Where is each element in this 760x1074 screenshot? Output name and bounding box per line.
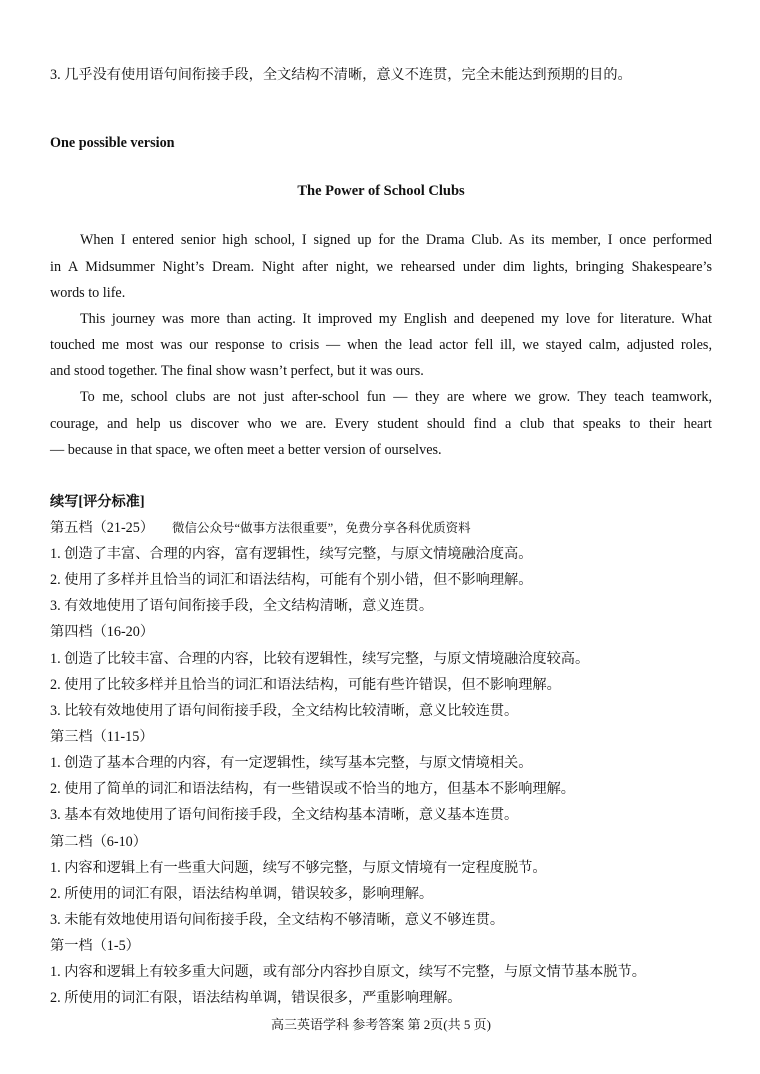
criterion-item: 1. 创造了丰富、合理的内容，富有逻辑性，续写完整，与原文情境融洽度高。 bbox=[50, 546, 533, 562]
criterion-item: 2. 所使用的词汇有限，语法结构单调，错误很多，严重影响理解。 bbox=[50, 990, 462, 1006]
criterion-item: 2. 使用了比较多样并且恰当的词汇和语法结构，可能有些许错误，但不影响理解。 bbox=[50, 677, 561, 693]
criterion-item: 1. 内容和逻辑上有一些重大问题，续写不够完整，与原文情境有一定程度脱节。 bbox=[50, 860, 547, 876]
rubric-title: 续写[评分标准] bbox=[50, 494, 145, 510]
criterion-item: 3. 未能有效地使用语句间衔接手段，全文结构不够清晰，意义不够连贯。 bbox=[50, 912, 505, 928]
essay-line: courage, and help us discover who we are. Every student should find a club that speaks to their heart bbox=[50, 416, 712, 432]
sample-heading: One possible version bbox=[50, 135, 175, 151]
essay-line: touched me most was our response to crisis — when the lead actor fell ill, we stayed calm, adjusted roles, bbox=[50, 337, 712, 353]
page-footer: 高三英语学科 参考答案 第 2页(共 5 页) bbox=[271, 1017, 491, 1032]
grade-label: 第三档（11-15） bbox=[50, 729, 154, 745]
essay-line: When I entered senior high school, I signed up for the Drama Club. As its member, I once performed bbox=[80, 232, 712, 248]
criterion-item: 3. 基本有效地使用了语句间衔接手段，全文结构基本清晰，意义基本连贯。 bbox=[50, 807, 519, 823]
criterion-item: 3. 比较有效地使用了语句间衔接手段，全文结构比较清晰，意义比较连贯。 bbox=[50, 703, 519, 719]
essay-line: This journey was more than acting. It improved my English and deepened my love for literature. What bbox=[80, 311, 712, 327]
essay-line: — because in that space, we often meet a better version of ourselves. bbox=[50, 442, 442, 458]
grade-label: 第四档（16-20） bbox=[50, 624, 155, 640]
essay-line: in A Midsummer Night’s Dream. Night after night, we rehearsed under dim lights, bringing Shakespeare’s bbox=[50, 259, 712, 275]
criterion-item: 1. 创造了比较丰富、合理的内容，比较有逻辑性，续写完整，与原文情境融洽度较高。 bbox=[50, 651, 590, 667]
grade-label: 第二档（6-10） bbox=[50, 834, 147, 850]
grade-label: 第一档（1-5） bbox=[50, 938, 140, 954]
essay-line: and stood together. The final show wasn’t perfect, but it was ours. bbox=[50, 363, 424, 379]
grade-label: 第五档（21-25） bbox=[50, 520, 155, 536]
essay-title: The Power of School Clubs bbox=[297, 183, 465, 199]
criterion-item: 2. 所使用的词汇有限，语法结构单调，错误较多，影响理解。 bbox=[50, 886, 434, 902]
essay-line: words to life. bbox=[50, 285, 126, 301]
criterion-item: 2. 使用了简单的词汇和语法结构，有一些错误或不恰当的地方，但基本不影响理解。 bbox=[50, 781, 575, 797]
essay-line: To me, school clubs are not just after-school fun — they are where we grow. They teach teamwork, bbox=[80, 389, 712, 405]
promo-note: 微信公众号“做事方法很重要”，免费分享各科优质资料 bbox=[172, 521, 471, 535]
previous-criterion-item: 3. 几乎没有使用语句间衔接手段，全文结构不清晰，意义不连贯，完全未能达到预期的目的。 bbox=[50, 67, 632, 83]
grade-label-row bbox=[50, 518, 712, 538]
criterion-item: 1. 内容和逻辑上有较多重大问题，或有部分内容抄自原文，续写不完整，与原文情节基本脱节。 bbox=[50, 964, 646, 980]
criterion-item: 1. 创造了基本合理的内容，有一定逻辑性，续写基本完整，与原文情境相关。 bbox=[50, 755, 533, 771]
criterion-item: 2. 使用了多样并且恰当的词汇和语法结构，可能有个别小错，但不影响理解。 bbox=[50, 572, 533, 588]
criterion-item: 3. 有效地使用了语句间衔接手段，全文结构清晰，意义连贯。 bbox=[50, 598, 434, 614]
